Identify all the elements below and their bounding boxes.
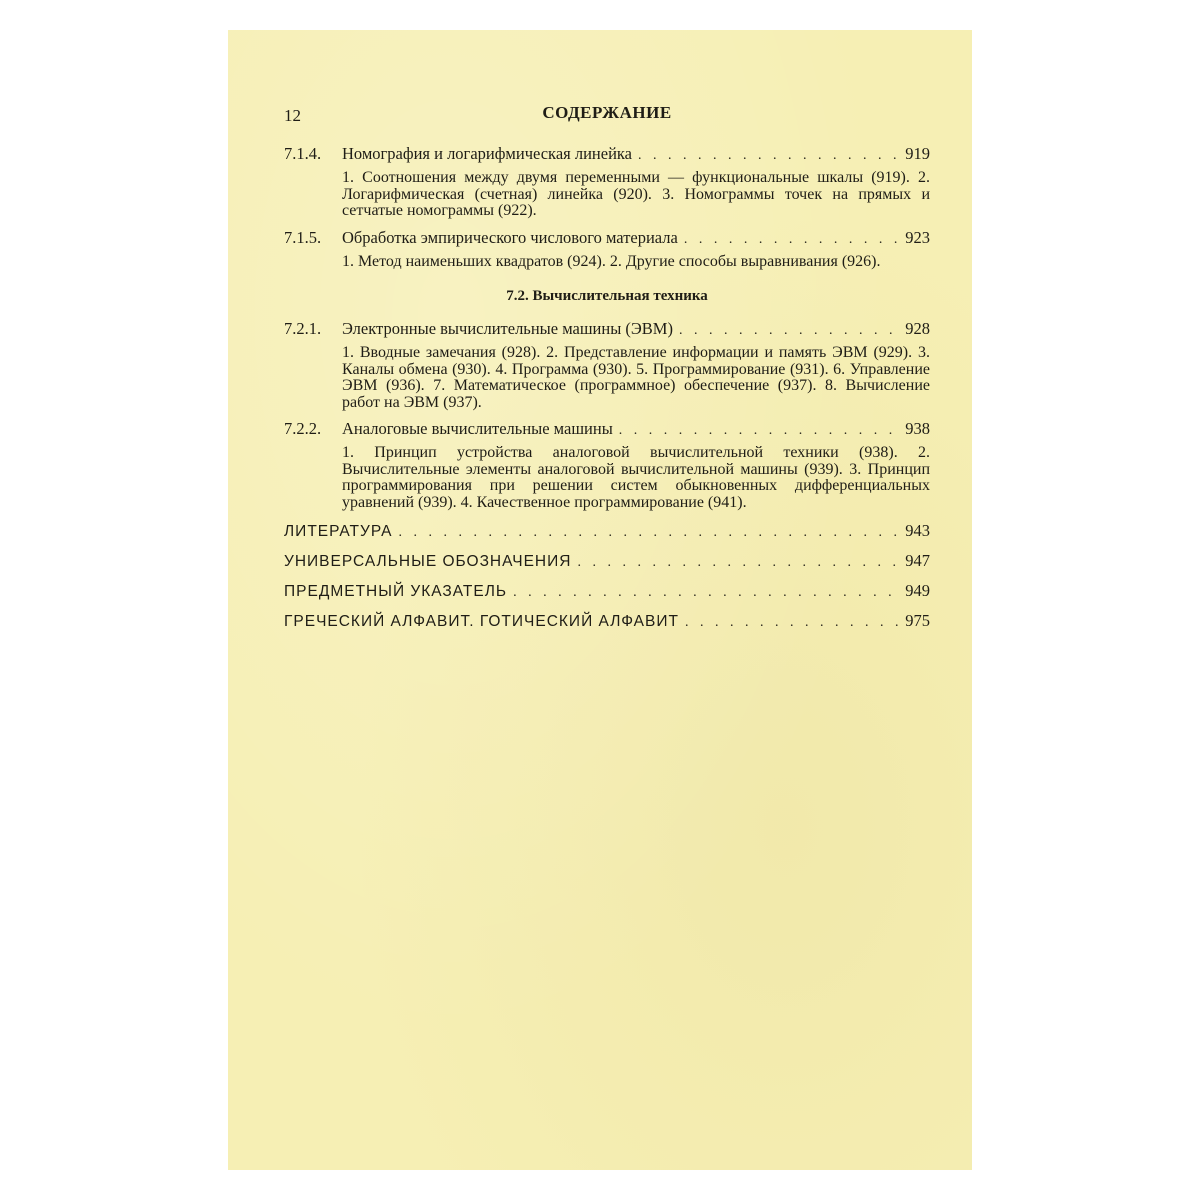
major-entries [284,517,930,637]
entry-page: 928 [905,319,930,338]
page-title: СОДЕРЖАНИЕ [542,103,672,122]
entry-description: 1. Принцип устройства аналоговой вычислительной техники (938). 2. Вычислительные элементы аналоговой вычислительной машины (939). 3. Принцип программирования при решении систем обыкновенных дифференциальных уравнений (939). 4. Качественное программирование (941). [342,444,930,511]
entry-description: 1. Метод наименьших квадратов (924). 2. Другие способы выравнивания (926). [342,252,881,270]
entry-title: Электронные вычислительные машины (ЭВМ) [342,319,673,338]
entry-number: 7.2.2. [284,419,322,438]
entry-description: 1. Вводные замечания (928). 2. Представление информации и память ЭВМ (929). 3. Каналы обмена (930). 4. Программа (930). 5. Программирование (931). 6. Управление ЭВМ (936). 7. Математическое (программное) обеспечение (937). 8. Вычисление работ на ЭВМ (937). [342,344,930,411]
entry-page: 938 [905,419,930,438]
dot-leader [684,228,899,252]
entry-title: УНИВЕРСАЛЬНЫЕ ОБОЗНАЧЕНИЯ [284,553,572,570]
entry-title: ЛИТЕРАТУРА [284,523,393,540]
entry-title: Номография и логарифмическая линейка [342,144,632,163]
entry-number: 7.1.4. [284,144,322,163]
section-heading: 7.2. Вычислительная техника [506,288,708,304]
page-header [284,103,930,132]
entry-page: 923 [905,227,930,247]
toc-entry-notation [284,547,930,577]
dot-leader [679,319,899,343]
toc-entry-literature [284,517,930,547]
page-number: 12 [284,106,301,125]
entry-description: 1. Соотношения между двумя переменными — функциональные шкалы (919). 2. Логарифмическая (счетная) линейка (920). 3. Номограммы точек на прямых и сетчатые номограммы (922). [342,169,930,219]
entry-page: 949 [905,581,930,600]
toc-entry-subject-index [284,577,930,607]
entry-number: 7.1.5. [284,227,322,247]
toc-entry-alphabets [284,607,930,637]
book-page [228,30,972,1170]
entry-number: 7.2.1. [284,319,322,338]
entry-title: Аналоговые вычислительные машины [342,419,613,438]
toc-entry-7-2-2 [284,417,930,511]
entry-title: Обработка эмпирического числового материала [342,227,678,247]
entry-page: 943 [905,521,930,540]
dot-leader [577,549,899,577]
dot-leader [399,519,900,547]
dot-leader [685,609,899,637]
entry-page: 947 [905,551,930,570]
entry-title: ПРЕДМЕТНЫЙ УКАЗАТЕЛЬ [284,583,508,600]
toc-entry-7-2-1 [284,317,930,411]
dot-leader [513,579,899,607]
entry-title: ГРЕЧЕСКИЙ АЛФАВИТ. ГОТИЧЕСКИЙ АЛФАВИТ [284,613,679,630]
entry-page: 975 [905,611,930,630]
dot-leader [619,419,899,443]
entry-page: 919 [905,144,930,163]
toc-content [284,142,930,637]
toc-entry-7-1-5 [284,226,930,271]
dot-leader [638,144,899,168]
toc-entry-7-1-4 [284,142,930,220]
